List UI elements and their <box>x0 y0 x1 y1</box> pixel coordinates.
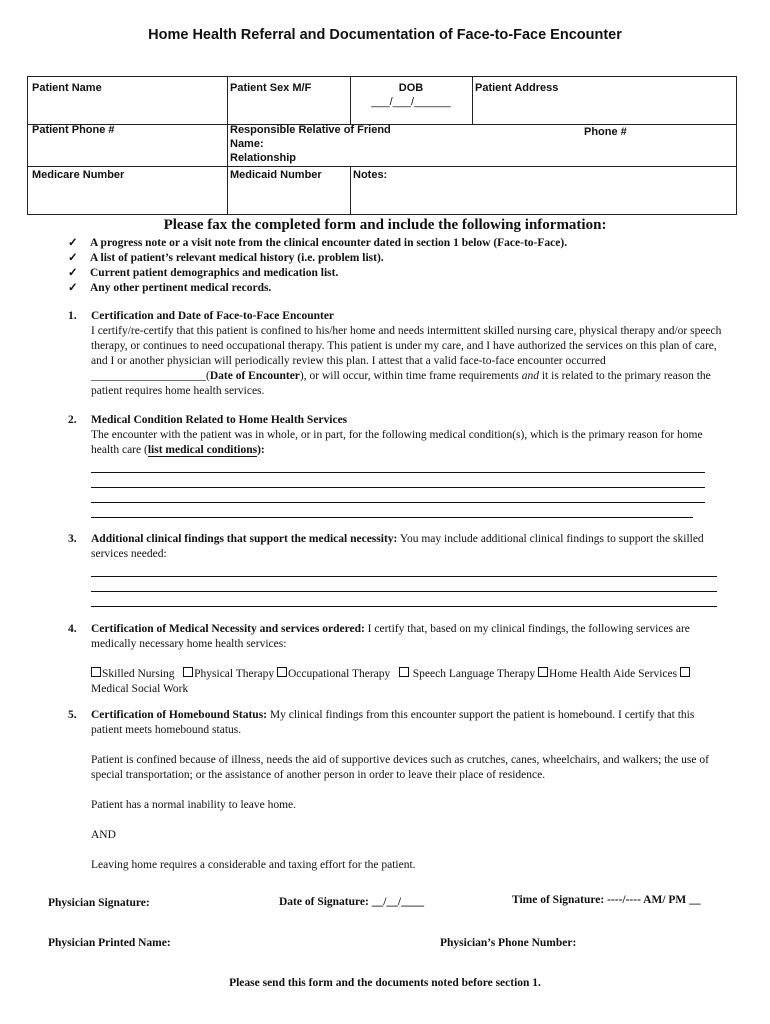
section-3-clinical-findings <box>68 532 728 607</box>
section-number: 4. <box>68 623 77 635</box>
relationship-field[interactable]: Relationship <box>230 152 297 164</box>
clinical-findings-line[interactable] <box>91 576 717 577</box>
section-title: Additional clinical findings that support the medical necessity: <box>91 533 398 545</box>
homebound-paragraph: AND <box>91 829 116 841</box>
section-number: 1. <box>68 310 77 322</box>
patient-name-field[interactable]: Patient Name <box>32 82 102 94</box>
checkbox[interactable] <box>277 667 287 677</box>
required-documents-checklist <box>68 236 567 296</box>
fax-instructions-heading: Please fax the completed form and include the following information: <box>163 217 607 233</box>
medicaid-number-field[interactable]: Medicaid Number <box>230 169 322 181</box>
section-title: Certification of Homebound Status: <box>91 709 268 721</box>
homebound-paragraph: Patient has a normal inability to leave home. <box>91 799 297 811</box>
list-item: ✓ A progress note or a visit note from the clinical encounter dated in section 1 below (Face-to-Face). <box>68 237 568 249</box>
physician-phone-field[interactable]: Physician’s Phone Number: <box>440 937 577 949</box>
patient-sex-field[interactable]: Patient Sex M/F <box>230 82 312 94</box>
service-physical-therapy[interactable]: Physical Therapy <box>183 668 274 680</box>
medical-conditions-line[interactable] <box>91 472 705 473</box>
section-title: Certification of Medical Necessity and services ordered: <box>91 623 365 635</box>
patient-info-table <box>27 76 737 215</box>
section-text: Additional clinical findings that support the medical necessity: You may include additional clinical findings to support the skilled services needed: <box>91 533 704 560</box>
section-text: Certification of Homebound Status: My clinical findings from this encounter support the patient is homebound. I certify that this patient meets homebound status. <box>91 709 695 736</box>
homebound-paragraph: Leaving home requires a considerable and taxing effort for the patient. <box>91 859 416 871</box>
service-medical-social-work[interactable]: Medical Social Work <box>91 668 691 695</box>
service-skilled-nursing[interactable]: Skilled Nursing <box>91 668 175 680</box>
patient-phone-field[interactable]: Patient Phone # <box>32 124 115 136</box>
list-item: ✓ A list of patient’s relevant medical history (i.e. problem list). <box>68 252 384 264</box>
check-icon: ✓ <box>68 252 78 264</box>
section-number: 3. <box>68 533 77 545</box>
date-of-signature-field[interactable]: Date of Signature: __/__/____ <box>279 896 425 908</box>
date-of-encounter-field[interactable]: Date of Encounter <box>209 370 300 382</box>
section-text: Certification of Medical Necessity and services ordered: I certify that, based on my clinical findings, the following services are medically necessary home health services: <box>91 623 690 650</box>
form-title: Home Health Referral and Documentation of Face-to-Face Encounter <box>148 27 622 43</box>
medical-conditions-line[interactable] <box>91 487 705 488</box>
relative-phone-field[interactable]: Phone # <box>584 126 627 138</box>
section-title: Medical Condition Related to Home Health Services <box>91 414 348 426</box>
checkbox[interactable] <box>91 667 101 677</box>
patient-address-field[interactable]: Patient Address <box>475 82 559 94</box>
section-number: 5. <box>68 709 77 721</box>
check-icon: ✓ <box>68 267 78 279</box>
dob-label: DOB <box>398 82 424 94</box>
relative-name-field[interactable]: Name: <box>230 138 264 150</box>
section-5-homebound-status <box>68 708 728 873</box>
table-divider <box>472 77 473 124</box>
list-item: ✓ Any other pertinent medical records. <box>68 282 272 294</box>
medical-conditions-line[interactable] <box>91 502 705 503</box>
section-2-medical-condition <box>68 413 728 518</box>
check-icon: ✓ <box>68 237 78 249</box>
table-divider <box>350 77 351 124</box>
checkbox[interactable] <box>399 667 409 677</box>
section-text: I certify/re-certify that this patient is confined to his/her home and needs intermittent skilled nursing care, physical therapy and/or speech therapy, or continues to need occupational therapy. This patient is under my care, and I have authorized the services on this plan of care, and I or another physician will periodically review this plan. I attest that a valid face-to-face encounter occurred ____________________(Date of Encounter), or will occur, within time frame requirements and it is related to the primary reason the patient requires home health services. <box>91 325 722 397</box>
physician-signature-field[interactable]: Physician Signature: <box>48 897 150 909</box>
time-of-signature-field[interactable]: Time of Signature: ----/---- AM/ PM __ <box>512 894 701 906</box>
list-item: ✓ Current patient demographics and medication list. <box>68 267 339 279</box>
section-1-certification <box>68 309 728 399</box>
section-number: 2. <box>68 414 77 426</box>
relative-field[interactable]: Responsible Relative of Friend <box>230 124 391 136</box>
service-occupational-therapy[interactable]: Occupational Therapy <box>277 668 390 680</box>
check-icon: ✓ <box>68 282 78 294</box>
homebound-paragraph: Patient is confined because of illness, needs the aid of supportive devices such as crutches, canes, wheelchairs, and walkers; the use of special transportation; or the assistance of another person in order to leave their place of residence. <box>91 754 709 781</box>
medicare-number-field[interactable]: Medicare Number <box>32 169 125 181</box>
footer-instruction: Please send this form and the documents noted before section 1. <box>229 977 541 989</box>
checkbox[interactable] <box>680 667 690 677</box>
services-checkbox-group <box>91 667 728 697</box>
service-home-health-aide[interactable]: Home Health Aide Services <box>538 668 677 680</box>
clinical-findings-line[interactable] <box>91 591 717 592</box>
clinical-findings-line[interactable] <box>91 606 717 607</box>
service-speech-language-therapy[interactable]: Speech Language Therapy <box>399 668 535 680</box>
table-divider <box>350 166 351 215</box>
table-divider <box>28 166 736 167</box>
physician-printed-name-field[interactable]: Physician Printed Name: <box>48 937 171 949</box>
notes-field[interactable]: Notes: <box>353 169 388 181</box>
section-4-medical-necessity <box>68 622 728 697</box>
dob-field[interactable]: ___/___/______ <box>371 96 451 108</box>
checkbox[interactable] <box>183 667 193 677</box>
section-title: Certification and Date of Face-to-Face Encounter <box>91 310 335 322</box>
section-text: The encounter with the patient was in whole, or in part, for the following medical condition(s), which is the primary reason for home health care (list medical conditions): <box>91 429 703 456</box>
checkbox[interactable] <box>538 667 548 677</box>
medical-conditions-line[interactable] <box>91 517 693 518</box>
table-divider <box>227 77 228 215</box>
